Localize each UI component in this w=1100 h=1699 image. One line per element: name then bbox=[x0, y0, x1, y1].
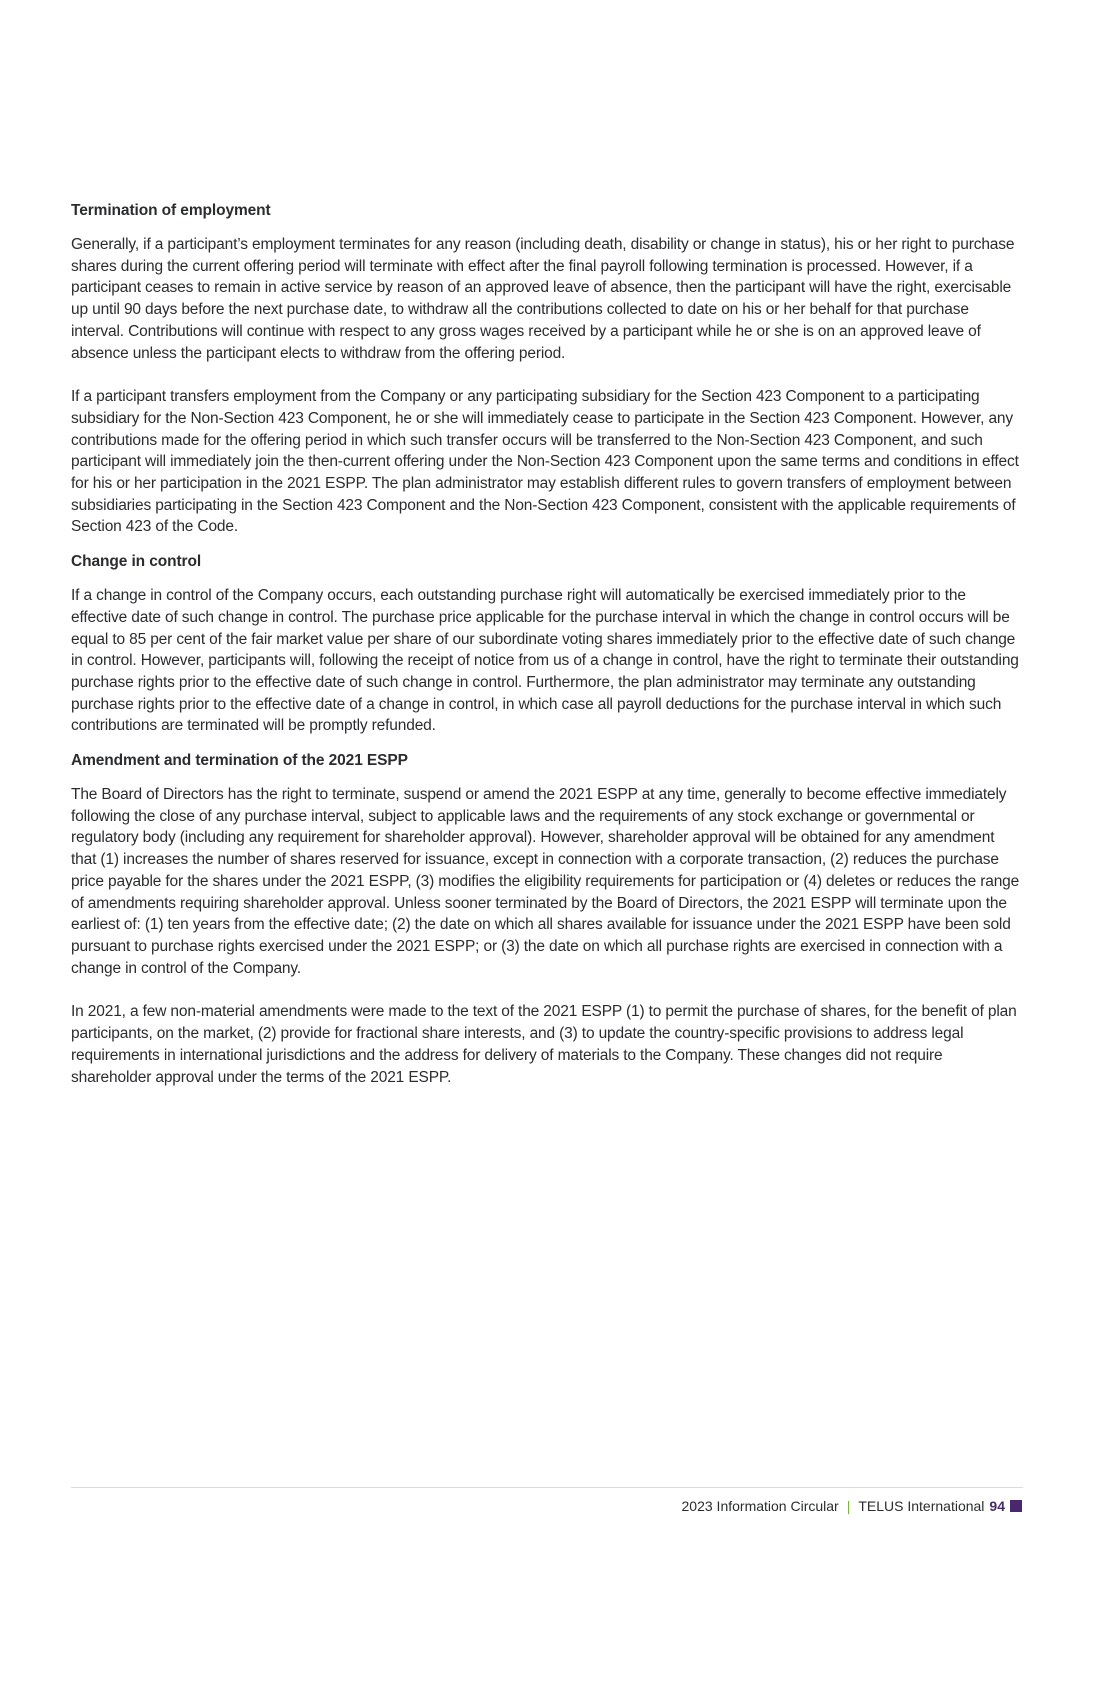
page-number: 94 bbox=[989, 1498, 1005, 1514]
footer-square-icon bbox=[1010, 1500, 1022, 1512]
heading-amendment-and-termination: Amendment and termination of the 2021 ESPP bbox=[71, 752, 408, 770]
paragraph-amendment-2: In 2021, a few non-material amendments were made to the text of the 2021 ESPP (1) to permit the purchase of shares, for the benefit of plan participants, on the market, (2) provide for fractional share interests, and (3) to update the country-specific provisions to address legal requirements in international jurisdictions and the address for delivery of materials to the Company. These changes did not require shareholder approval under the terms of the 2021 ESPP. bbox=[71, 1003, 1017, 1086]
page-footer bbox=[682, 1497, 1022, 1515]
paragraph-termination-1: Generally, if a participant’s employment terminates for any reason (including death, disability or change in status), his or her right to purchase shares during the current offering period will terminate with effect after the final payroll following termination is processed. However, if a participant ceases to remain in active service by reason of an approved leave of absence, then the participant will have the right, exercisable up until 90 days before the next purchase date, to withdraw all the contributions collected to date on his or her behalf for that purchase interval. Contributions will continue with respect to any gross wages received by a participant while he or she is on an approved leave of absence unless the participant elects to withdraw from the offering period. bbox=[71, 236, 1015, 362]
paragraph-amendment-1: The Board of Directors has the right to terminate, suspend or amend the 2021 ESPP at any time, generally to become effective immediately following the close of any purchase interval, subject to applicable laws and the requirements of any stock exchange or governmental or regulatory body (including any requirement for shareholder approval). However, shareholder approval will be obtained for any amendment that (1) increases the number of shares reserved for issuance, except in connection with a corporate transaction, (2) reduces the purchase price payable for the shares under the 2021 ESPP, (3) modifies the eligibility requirements for participation or (4) deletes or reduces the range of amendments requiring shareholder approval. Unless sooner terminated by the Board of Directors, the 2021 ESPP will terminate upon the earliest of: (1) ten years from the effective date; (2) the date on which all shares available for issuance under the 2021 ESPP have been sold pursuant to purchase rights exercised under the 2021 ESPP; or (3) the date on which all purchase rights are exercised in connection with a change in control of the Company. bbox=[71, 786, 1020, 977]
document-body bbox=[71, 200, 1023, 1110]
heading-termination-of-employment: Termination of employment bbox=[71, 202, 271, 219]
footer-separator: | bbox=[846, 1498, 851, 1514]
footer-company-name: TELUS International bbox=[858, 1498, 985, 1514]
heading-change-in-control: Change in control bbox=[71, 553, 202, 571]
paragraph-termination-2: If a participant transfers employment from the Company or any participating subsidiary for the Section 423 Component to a participating subsidiary for the Non-Section 423 Component, he or she will immediately cease to participate in the Section 423 Component. However, any contributions made for the offering period in which such transfer occurs will be transferred to the Non-Section 423 Component, and such participant will immediately join the then-current offering under the Non-Section 423 Component upon the same terms and conditions in effect for his or her participation in the 2021 ESPP. The plan administrator may establish different rules to govern transfers of employment between subsidiaries participating in the Section 423 Component and the Non-Section 423 Component, consistent with the applicable requirements of Section 423 of the Code. bbox=[71, 388, 1019, 536]
footer-document-title: 2023 Information Circular bbox=[681, 1498, 839, 1514]
paragraph-change-in-control: If a change in control of the Company occurs, each outstanding purchase right will automatically be exercised immediately prior to the effective date of such change in control. The purchase price applicable for the purchase interval in which the change in control occurs will be equal to 85 per cent of the fair market value per share of our subordinate voting shares immediately prior to the effective date of such change in control. However, participants will, following the receipt of notice from us of a change in control, have the right to terminate their outstanding purchase rights prior to the effective date of such change in control. Furthermore, the plan administrator may terminate any outstanding purchase rights prior to the effective date of a change in control, in which case all payroll deductions for the purchase interval in which such contributions are terminated will be promptly refunded. bbox=[71, 587, 1019, 735]
footer-divider bbox=[71, 1487, 1023, 1488]
